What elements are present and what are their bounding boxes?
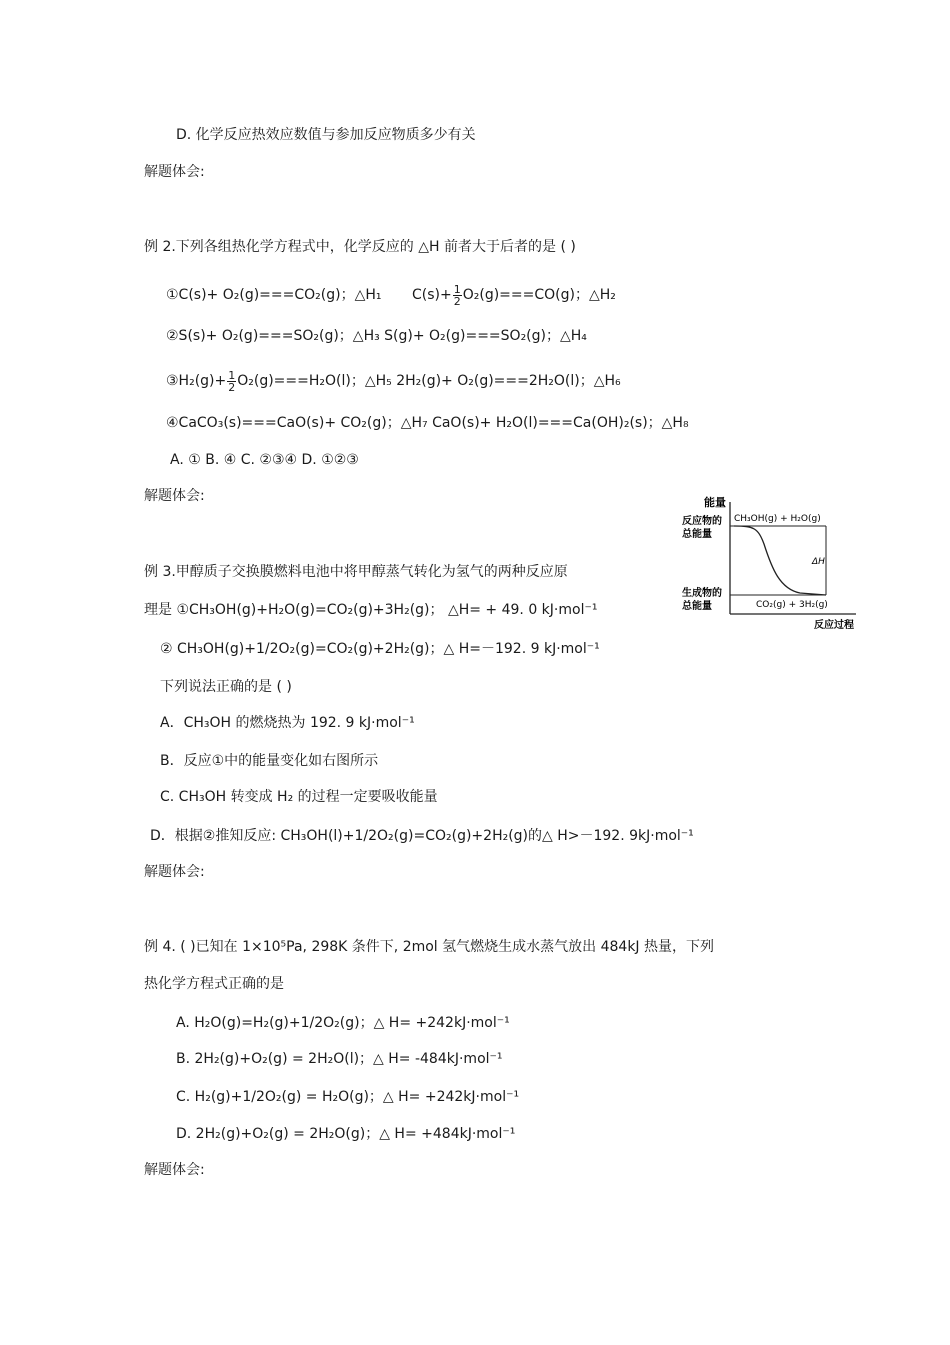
- fraction-denominator: 2: [228, 380, 236, 394]
- example-2-row-1-b: [412, 280, 616, 310]
- reactant-label-line-2: 总能量: [682, 529, 712, 540]
- example-4-stem-continued: 热化学方程式正确的是: [144, 976, 284, 992]
- row-1-b-prefix: C(s)+: [412, 287, 452, 303]
- product-label-line-2: 总能量: [682, 601, 712, 612]
- example-4-option-a: A. H₂O(g)=H₂(g)+1/2O₂(g)；△ H= +242kJ·mol⁻¹: [176, 1015, 510, 1031]
- delta-h-label: ΔH: [812, 557, 825, 567]
- bottom-species-label: CO₂(g) + 3H₂(g): [756, 600, 828, 610]
- row-1-b-suffix: O₂(g)===CO(g)；△H₂: [462, 287, 616, 303]
- reactant-label-line-1: 反应物的: [682, 516, 722, 527]
- y-axis-label: 能量: [704, 496, 726, 509]
- example-4-stem: 例 4. ( )已知在 1×10⁵Pa, 298K 条件下, 2mol 氢气燃烧生成水蒸气放出 484kJ 热量，下列: [144, 939, 714, 955]
- row-3-suffix: O₂(g)===H₂O(l)；△H₅ 2H₂(g)+ O₂(g)===2H₂O(l)；△H₆: [237, 373, 621, 389]
- example-3-stem: 例 3.甲醇质子交换膜燃料电池中将甲醇蒸气转化为氢气的两种反应原: [144, 564, 568, 580]
- example-4-option-b: B. 2H₂(g)+O₂(g) = 2H₂O(l)；△ H= -484kJ·mol⁻¹: [176, 1051, 503, 1067]
- fraction-half: [453, 284, 462, 307]
- example-2-row-2: ②S(s)+ O₂(g)===SO₂(g)；△H₃ S(g)+ O₂(g)===SO₂(g)；△H₄: [166, 328, 587, 344]
- example-2-row-3: [166, 366, 621, 396]
- example-3-option-a: A．CH₃OH 的燃烧热为 192. 9 kJ·mol⁻¹: [160, 715, 415, 731]
- fraction-half: [227, 370, 236, 393]
- example-3-option-b: B．反应①中的能量变化如右图所示: [160, 753, 379, 769]
- product-label-line-1: 生成物的: [682, 588, 722, 599]
- fraction-numerator: 1: [453, 282, 461, 296]
- fraction-denominator: 2: [453, 294, 461, 308]
- example-2-stem: 例 2.下列各组热化学方程式中，化学反应的 △H 前者大于后者的是 ( ): [144, 239, 576, 255]
- top-species-label: CH₃OH(g) + H₂O(g): [734, 514, 821, 524]
- example-3-question: 下列说法正确的是 ( ): [160, 679, 292, 695]
- insight-label-1: 解题体会:: [144, 164, 205, 180]
- example-3-reaction-2: ② CH₃OH(g)+1/2O₂(g)=CO₂(g)+2H₂(g)；△ H=－192. 9 kJ·mol⁻¹: [160, 641, 600, 657]
- example-3-reaction-1: 理是 ①CH₃OH(g)+H₂O(g)=CO₂(g)+3H₂(g)； △H= + 49. 0 kJ·mol⁻¹: [144, 602, 598, 618]
- x-axis-label: 反应过程: [814, 620, 854, 631]
- example-3-option-c: C. CH₃OH 转变成 H₂ 的过程一定要吸收能量: [160, 789, 438, 805]
- energy-diagram: [676, 494, 866, 634]
- row-3-prefix: ③H₂(g)+: [166, 373, 227, 389]
- example-2-row-1-a: ①C(s)+ O₂(g)===CO₂(g)；△H₁: [166, 287, 382, 303]
- example-2-row-4: ④CaCO₃(s)===CaO(s)+ CO₂(g)；△H₇ CaO(s)+ H₂O(l)===Ca(OH)₂(s)；△H₈: [166, 415, 689, 431]
- example-3-option-d: D．根据②推知反应: CH₃OH(l)+1/2O₂(g)=CO₂(g)+2H₂(g)的△ H>－192. 9kJ·mol⁻¹: [150, 828, 694, 844]
- insight-label-2: 解题体会:: [144, 488, 205, 504]
- example-2-options: A. ① B. ④ C. ②③④ D. ①②③: [170, 452, 359, 468]
- example-4-option-c: C. H₂(g)+1/2O₂(g) = H₂O(g)；△ H= +242kJ·mol⁻¹: [176, 1089, 520, 1105]
- example-4-option-d: D. 2H₂(g)+O₂(g) = 2H₂O(g)；△ H= +484kJ·mol⁻¹: [176, 1126, 516, 1142]
- fraction-numerator: 1: [228, 368, 236, 382]
- q1-option-d: D. 化学反应热效应数值与参加反应物质多少有关: [176, 127, 476, 143]
- insight-label-4: 解题体会:: [144, 1162, 205, 1178]
- insight-label-3: 解题体会:: [144, 864, 205, 880]
